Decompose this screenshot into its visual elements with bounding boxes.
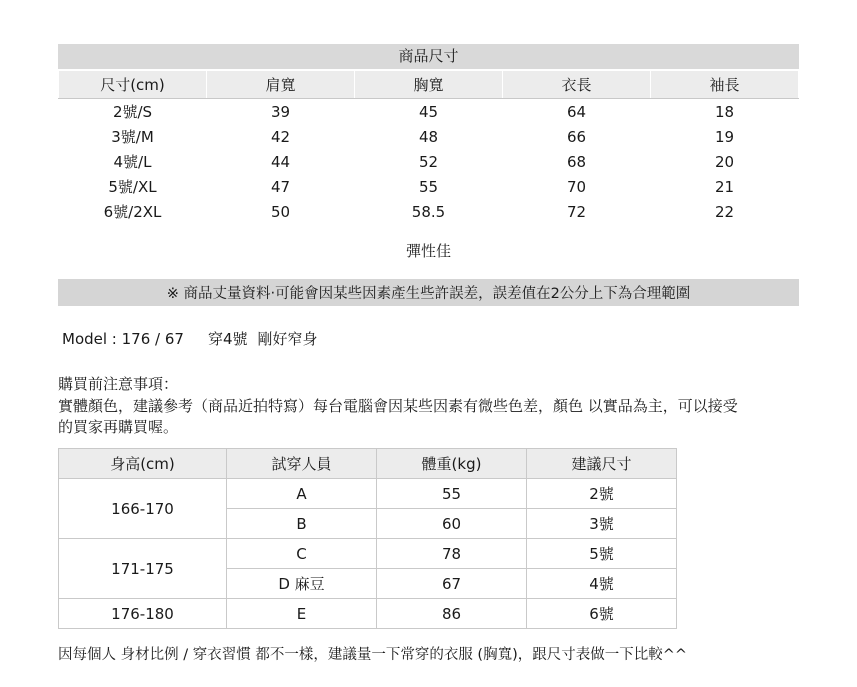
table-row xyxy=(59,149,799,174)
model-label: Model : 176 / 67 xyxy=(62,330,184,348)
size-row-label: 6號/2XL xyxy=(103,203,162,221)
size-cell-length: 70 xyxy=(566,177,587,196)
fit-cell-suggested: 4號 xyxy=(527,569,677,599)
fit-cell-suggested: 3號 xyxy=(527,509,677,539)
buy-note-line-1: 實體顏色，建議參考（商品近拍特寫）每台電腦會因某些因素有微些色差，顏色 以實品為主，可以接受 xyxy=(58,397,738,415)
fit-cell-suggested: 6號 xyxy=(527,599,677,629)
size-cell-chest: 52 xyxy=(418,152,439,171)
fit-header-weight: 體重(kg) xyxy=(377,449,527,479)
buy-note-body xyxy=(58,396,799,438)
size-header-shoulder: 肩寬 xyxy=(207,71,355,99)
table-row xyxy=(59,174,799,199)
fit-cell-weight: 55 xyxy=(377,479,527,509)
elastic-note: 彈性佳 xyxy=(405,242,451,260)
footer-note: 因每個人 身材比例 / 穿衣習慣 都不一樣，建議量一下常穿的衣服 (胸寬)，跟尺寸表做一下比較^^ xyxy=(58,647,688,663)
size-cell-sleeve: 20 xyxy=(714,152,735,171)
table-row xyxy=(59,199,799,224)
size-table-header-row xyxy=(59,71,799,99)
size-cell-shoulder: 44 xyxy=(270,152,291,171)
size-cell-shoulder: 39 xyxy=(270,102,291,121)
table-row xyxy=(59,99,799,125)
size-cell-length: 66 xyxy=(566,127,587,146)
size-table-title: 商品尺寸 xyxy=(58,44,799,70)
fit-table-header-row xyxy=(59,449,677,479)
fit-cell-height: 171-175 xyxy=(59,539,227,599)
fit-cell-person: C xyxy=(227,539,377,569)
size-header-chest: 胸寬 xyxy=(355,71,503,99)
model-fit-note: 剛好窄身 xyxy=(257,330,318,348)
fit-cell-height: 176-180 xyxy=(59,599,227,629)
fit-header-suggested: 建議尺寸 xyxy=(527,449,677,479)
size-row-label: 3號/M xyxy=(111,128,154,146)
fit-cell-person: D 麻豆 xyxy=(227,569,377,599)
fit-cell-person: E xyxy=(227,599,377,629)
fit-cell-weight: 67 xyxy=(377,569,527,599)
size-cell-chest: 55 xyxy=(418,177,439,196)
size-header-sleeve: 袖長 xyxy=(651,71,799,99)
size-row-label: 5號/XL xyxy=(108,178,157,196)
fit-cell-weight: 78 xyxy=(377,539,527,569)
size-table xyxy=(58,70,799,224)
fit-cell-weight: 60 xyxy=(377,509,527,539)
size-row-label: 2號/S xyxy=(112,103,153,121)
fit-reference-table xyxy=(58,448,677,629)
size-cell-sleeve: 21 xyxy=(714,177,735,196)
size-cell-chest: 58.5 xyxy=(411,202,446,221)
measurement-notice: ※ 商品丈量資料‧可能會因某些因素產生些許誤差，誤差值在2公分上下為合理範圍 xyxy=(58,279,799,306)
size-cell-length: 64 xyxy=(566,102,587,121)
buy-note-line-2: 的買家再購買喔。 xyxy=(58,418,179,436)
size-cell-shoulder: 47 xyxy=(270,177,291,196)
table-row xyxy=(59,479,677,509)
model-wear-size: 穿4號 xyxy=(207,330,248,348)
table-row xyxy=(59,124,799,149)
size-cell-sleeve: 19 xyxy=(714,127,735,146)
fit-cell-height: 166-170 xyxy=(59,479,227,539)
fit-header-person: 試穿人員 xyxy=(227,449,377,479)
fit-cell-suggested: 5號 xyxy=(527,539,677,569)
size-cell-shoulder: 42 xyxy=(270,127,291,146)
model-info xyxy=(62,328,857,349)
buy-note-title: 購買前注意事項： xyxy=(58,375,179,393)
fit-cell-person: A xyxy=(227,479,377,509)
size-cell-chest: 45 xyxy=(418,102,439,121)
size-cell-length: 72 xyxy=(566,202,587,221)
fit-cell-suggested: 2號 xyxy=(527,479,677,509)
table-row xyxy=(59,539,677,569)
size-cell-length: 68 xyxy=(566,152,587,171)
size-cell-chest: 48 xyxy=(418,127,439,146)
fit-header-height: 身高(cm) xyxy=(59,449,227,479)
table-row xyxy=(59,599,677,629)
size-cell-sleeve: 22 xyxy=(714,202,735,221)
product-size-document xyxy=(0,44,857,687)
size-header-length: 衣長 xyxy=(503,71,651,99)
size-cell-shoulder: 50 xyxy=(270,202,291,221)
size-header-size: 尺寸(cm) xyxy=(59,71,207,99)
fit-cell-person: B xyxy=(227,509,377,539)
fit-cell-weight: 86 xyxy=(377,599,527,629)
size-cell-sleeve: 18 xyxy=(714,102,735,121)
size-row-label: 4號/L xyxy=(113,153,152,171)
